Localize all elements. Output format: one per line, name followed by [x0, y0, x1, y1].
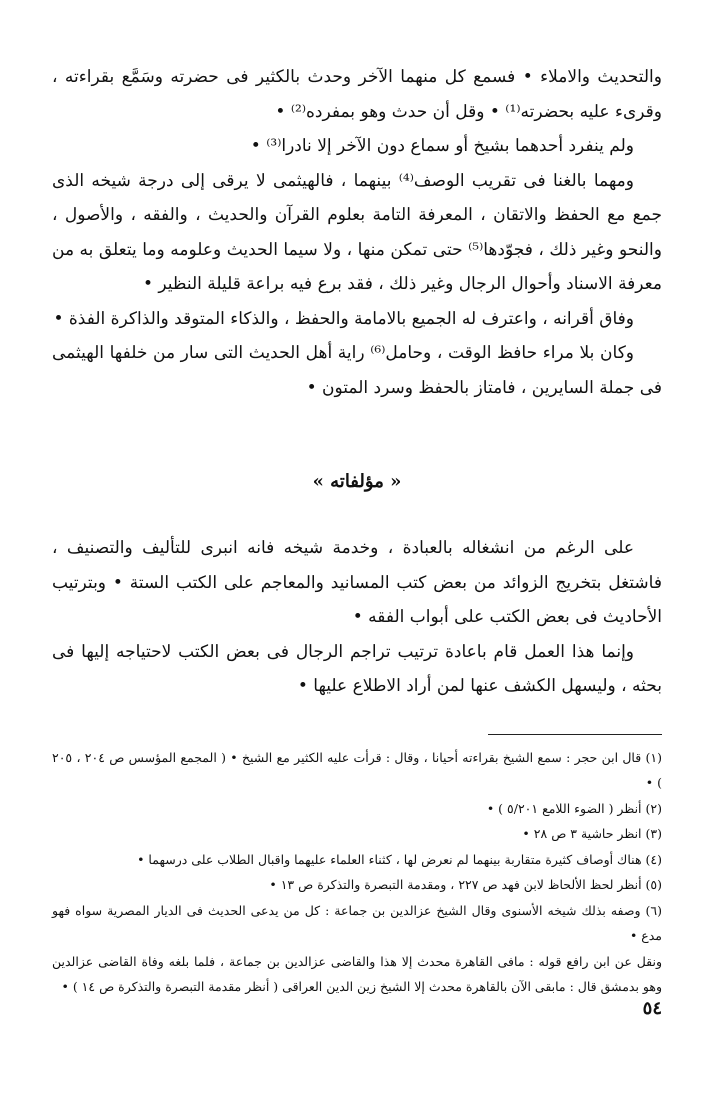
body-paragraph-3: ومهما بالغنا فى تقريب الوصف⁽⁴⁾ بينهما ، فالهيثمى لا يرقى إلى درجة شيخه الذى جمع مع الحفظ والاتقان ، المعرفة التامة بعلوم القرآن والحديث ، والفقه ، والأصول ، والنحو وغير ذلك ، فجوّدها⁽⁵⁾ حتى تمكن منها ، ولا سيما الحديث وعلومه وما يتعلق به من معرفة الاسناد وأحوال الرجال وغير ذلك ، فقد برع فيه براعة قليلة النظير •	[52, 170, 662, 294]
page-number: ٥٤	[642, 998, 662, 1019]
footnote-divider	[488, 734, 662, 735]
body-paragraph-2: ولم ينفرد أحدهما بشيخ أو سماع دون الآخر إلا نادرا⁽³⁾ •	[250, 136, 634, 156]
footnote-2: (٢) أنظر ( الضوء اللامع ٥/٢٠١ ) •	[486, 800, 662, 816]
body-paragraph-4: وفاق أقرانه ، واعترف له الجميع بالامامة والحفظ ، والذكاء المتوقد والذاكرة الفذة •	[53, 308, 634, 329]
section-paragraph-2: وإنما هذا العمل قام باعادة ترتيب تراجم الرجال فى بعض الكتب لاحتياجه إليها فى بحثه ، وليسهل الكشف عنها لمن أراد الاطلاع عليها •	[52, 641, 662, 696]
footnote-1: (١) قال ابن حجر : سمع الشيخ بقراءته أحيانا ، وقال : قرأت عليه الكثير مع الشيخ • ( المجمع المؤسس ص ٢٠٤ ، ٢٠٥ ) •	[52, 749, 662, 790]
footnote-4: (٤) هناك أوصاف كثيرة متقاربة بينهما لم نعرض لها ، كثناء العلماء عليهما واقبال الطلاب على درسهما •	[137, 851, 662, 867]
page-body	[52, 60, 662, 1090]
body-paragraph-5: وكان بلا مراء حافظ الوقت ، وحامل⁽⁶⁾ راية أهل الحديث التى سار من خلفها الهيثمى فى جملة السايرين ، فامتاز بالحفظ وسرد المتون •	[52, 343, 662, 398]
section-paragraph-1: على الرغم من انشغاله بالعبادة ، وخدمة شيخه فانه انبرى للتأليف والتصنيف ، فاشتغل بتخريج الزوائد من بعض كتب المسانيد والمعاجم على الكتب الستة • وبترتيب الأحاديث فى بعض الكتب على أبواب الفقه •	[52, 538, 662, 627]
section-title: « مؤلفاته »	[312, 471, 402, 492]
footnote-6-continued: ونقل عن ابن رافع قوله : مافى القاهرة محدث إلا هذا والقاضى عزالدين بن جماعة ، فلما بلغه وفاة القاضى عزالدين وهو بدمشق قال : مابقى الآن بالقاهرة محدث إلا الشيخ زين الدين العراقى ( أنظر مقدمة التبصرة والتذكرة ص ١٤ ) •	[52, 953, 662, 994]
footnote-6: (٦) وصفه بذلك شيخه الأسنوى وقال الشيخ عزالدين بن جماعة : كل من يدعى الحديث فى الديار المصرية سواه فهو مدع •	[52, 902, 662, 943]
footnote-3: (٣) انظر حاشية ٣ ص ٢٨ •	[522, 826, 662, 841]
footnotes	[52, 745, 662, 1000]
footnote-5: (٥) أنظر لحظ الألحاظ لابن فهد ص ٢٢٧ ، ومقدمة التبصرة والتذكرة ص ١٣ •	[269, 877, 662, 892]
body-paragraph-1: والتحديث والاملاء • فسمع كل منهما الآخر وحدث بالكثير فى حضرته وسَمَّع بقراءته ، وقرىء عليه بحضرته⁽¹⁾ • وقل أن حدث وهو بمفرده⁽²⁾ •	[52, 67, 662, 122]
